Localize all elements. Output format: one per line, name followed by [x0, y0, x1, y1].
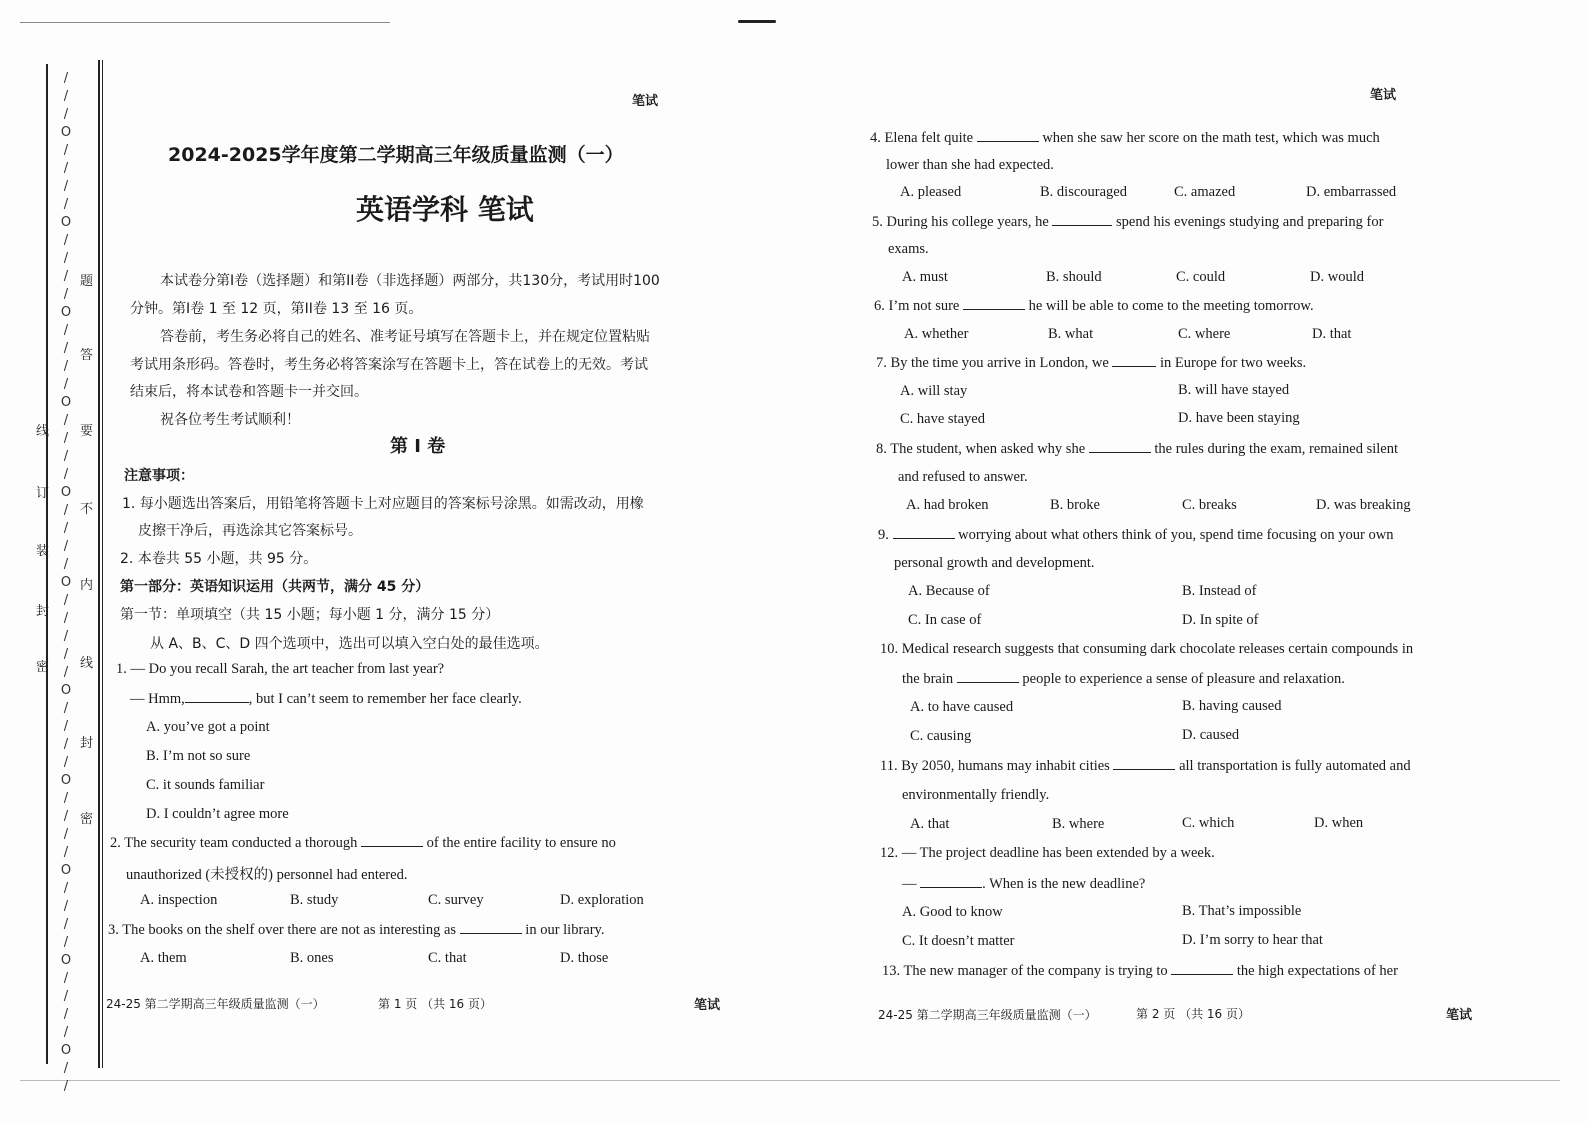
q6-option-c: C. where	[1178, 326, 1231, 342]
header-label: 笔试	[632, 94, 659, 109]
intro-line: 答卷前，考生务必将自己的姓名、准考证号填写在答题卡上，并在规定位置粘贴	[160, 329, 650, 345]
margin-char: 线	[80, 656, 94, 671]
question-4-pre: 4. Elena felt quite	[870, 130, 974, 146]
footer-page-number: 第 2 页 （共 16 页）	[1136, 1007, 1250, 1021]
q1-option-d: D. I couldn’t agree more	[146, 806, 289, 822]
q10-option-b: B. having caused	[1182, 698, 1282, 714]
question-11-pre: 11. By 2050, humans may inhabit cities	[880, 758, 1110, 774]
q5-option-c: C. could	[1176, 269, 1226, 285]
margin-char: 封	[36, 604, 50, 619]
q6-option-b: B. what	[1048, 326, 1094, 342]
q3-option-d: D. those	[560, 950, 609, 966]
question-1-post: , but I can’t seem to remember her face clearly.	[248, 691, 522, 707]
binding-line-inner2	[102, 60, 103, 1068]
q10-option-a: A. to have caused	[910, 699, 1014, 715]
q11-option-a: A. that	[910, 816, 950, 832]
margin-char: 密	[80, 812, 94, 827]
question-1-line1: 1. — Do you recall Sarah, the art teacher from last year?	[116, 661, 445, 677]
q4-option-a: A. pleased	[900, 184, 962, 200]
answer-blank	[185, 690, 249, 703]
q9-option-d: D. In spite of	[1182, 612, 1259, 628]
question-2-post: of the entire facility to ensure no	[426, 835, 616, 851]
margin-char: 装	[36, 544, 50, 559]
q2-option-d: D. exploration	[560, 892, 644, 908]
question-9-line2: personal growth and development.	[894, 555, 1095, 571]
q12-option-c: C. It doesn’t matter	[902, 933, 1015, 949]
answer-blank	[1113, 757, 1175, 770]
q10-option-d: D. caused	[1182, 727, 1240, 743]
question-4-line1	[870, 129, 1380, 147]
intro-line: 结束后，将本试卷和答题卡一并交回。	[130, 384, 368, 400]
q8-option-a: A. had broken	[906, 497, 989, 513]
q1-option-a: A. you’ve got a point	[146, 719, 270, 735]
note-line: 2. 本卷共 55 小题，共 95 分。	[120, 551, 318, 567]
question-13-pre: 13. The new manager of the company is trying to	[882, 963, 1168, 979]
q7-option-b: B. will have stayed	[1178, 382, 1290, 398]
q2-option-b: B. study	[290, 892, 339, 908]
q3-option-c: C. that	[428, 950, 467, 966]
question-3-pre: 3. The books on the shelf over there are not as interesting as	[108, 922, 457, 938]
question-10-post: people to experience a sense of pleasure and relaxation.	[1022, 671, 1345, 687]
footer-label: 笔试	[694, 998, 721, 1013]
question-8-pre: 8. The student, when asked why she	[876, 441, 1086, 457]
question-11-post: all transportation is fully automated and	[1179, 758, 1411, 774]
answer-blank	[1052, 213, 1112, 226]
question-5-post: spend his evenings studying and preparing for	[1116, 214, 1384, 230]
margin-char: 线	[36, 424, 50, 439]
footer-exam-name: 24-25 第二学期高三年级质量监测（一）	[878, 1008, 1097, 1022]
binding-line-inner	[98, 60, 100, 1068]
q9-option-c: C. In case of	[908, 612, 982, 628]
question-9-pre: 9.	[878, 527, 889, 543]
q7-option-d: D. have been staying	[1178, 410, 1300, 426]
question-4-line2: lower than she had expected.	[886, 157, 1054, 173]
part1-title: 第一部分：英语知识运用（共两节，满分 45 分）	[120, 579, 430, 595]
question-6-line1	[874, 297, 1314, 315]
question-8-line2: and refused to answer.	[898, 469, 1028, 485]
answer-blank	[963, 297, 1025, 310]
question-12-post: . When is the new deadline?	[982, 876, 1146, 892]
question-12-line1: 12. — The project deadline has been extended by a week.	[880, 845, 1215, 861]
footer-exam-name: 24-25 第二学期高三年级质量监测（一）	[106, 997, 325, 1011]
section1-title: 第一节：单项填空（共 15 小题；每小题 1 分，满分 15 分）	[120, 607, 500, 623]
q12-option-a: A. Good to know	[902, 904, 1003, 920]
question-11-line2: environmentally friendly.	[902, 787, 1050, 803]
answer-blank	[460, 921, 522, 934]
note-line: 皮擦干净后，再选涂其它答案标号。	[138, 523, 362, 539]
answer-blank	[1089, 440, 1151, 453]
answer-blank	[1112, 354, 1156, 367]
question-7-pre: 7. By the time you arrive in London, we	[876, 355, 1109, 371]
q8-option-b: B. broke	[1050, 497, 1100, 513]
answer-blank	[977, 129, 1039, 142]
q3-option-b: B. ones	[290, 950, 334, 966]
question-11-line1	[880, 757, 1411, 775]
q7-option-a: A. will stay	[900, 383, 968, 399]
question-12-line2	[902, 875, 1145, 893]
q11-option-c: C. which	[1182, 815, 1235, 831]
question-4-post: when she saw her score on the math test, which was much	[1042, 130, 1380, 146]
notes-title: 注意事项：	[124, 468, 194, 484]
exam-page-1	[0, 0, 790, 1123]
q1-option-b: B. I’m not so sure	[146, 748, 251, 764]
answer-blank	[893, 526, 955, 539]
question-9-post: worrying about what others think of you, spend time focusing on your own	[958, 527, 1394, 543]
question-6-post: he will be able to come to the meeting tomorrow.	[1028, 298, 1314, 314]
q1-option-c: C. it sounds familiar	[146, 777, 265, 793]
binding-dashes: / / / O / / / / O / / / / O / / / / O / / / / O / / / / O / / / / / O / / / / O / / / / O / / / / O / / / / O / /	[60, 71, 72, 1094]
header-label: 笔试	[1370, 88, 1397, 103]
q11-option-b: B. where	[1052, 816, 1105, 832]
q8-option-c: C. breaks	[1182, 497, 1237, 513]
q5-option-d: D. would	[1310, 269, 1364, 285]
q9-option-a: A. Because of	[908, 583, 990, 599]
q10-option-c: C. causing	[910, 728, 972, 744]
exam-page-2	[800, 0, 1588, 1123]
answer-blank	[361, 834, 423, 847]
q12-option-d: D. I’m sorry to hear that	[1182, 932, 1323, 948]
answer-blank	[957, 670, 1019, 683]
question-2-line1	[110, 834, 616, 852]
question-5-line2: exams.	[888, 241, 929, 257]
question-3-post: in our library.	[525, 922, 605, 938]
question-1-line2	[130, 690, 522, 708]
q4-option-d: D. embarrassed	[1306, 184, 1397, 200]
margin-char: 题	[80, 274, 94, 289]
q6-option-d: D. that	[1312, 326, 1352, 342]
q2-option-c: C. survey	[428, 892, 484, 908]
q5-option-a: A. must	[902, 269, 948, 285]
intro-line: 考试用条形码。答卷时，考生务必将答案涂写在答题卡上，答在试卷上的无效。考试	[130, 357, 648, 373]
q8-option-d: D. was breaking	[1316, 497, 1411, 513]
exam-title: 2024-2025学年度第二学期高三年级质量监测（一）	[168, 144, 624, 166]
binding-line-outer	[46, 64, 48, 1064]
q4-option-c: C. amazed	[1174, 184, 1236, 200]
question-10-line1: 10. Medical research suggests that consuming dark chocolate releases certain compounds in	[880, 641, 1414, 657]
footer-label: 笔试	[1446, 1008, 1473, 1023]
q7-option-c: C. have stayed	[900, 411, 985, 427]
question-1-pre: — Hmm,	[130, 691, 185, 707]
question-5-line1	[872, 213, 1383, 231]
subject-title: 英语学科 笔试	[356, 193, 534, 226]
q5-option-b: B. should	[1046, 269, 1102, 285]
margin-char: 订	[36, 486, 50, 501]
q4-option-b: B. discouraged	[1040, 184, 1127, 200]
question-3-line1	[108, 921, 605, 939]
question-2-pre: 2. The security team conducted a thorough	[110, 835, 358, 851]
q3-option-a: A. them	[140, 950, 187, 966]
footer-page-number: 第 1 页 （共 16 页）	[378, 997, 492, 1011]
q2-option-a: A. inspection	[140, 892, 218, 908]
margin-char: 要	[80, 424, 94, 439]
question-12-pre: —	[902, 876, 917, 892]
q11-option-d: D. when	[1314, 815, 1364, 831]
section1-instructions: 从 A、B、C、D 四个选项中，选出可以填入空白处的最佳选项。	[150, 636, 549, 652]
intro-line: 分钟。第I卷 1 至 12 页，第II卷 13 至 16 页。	[130, 301, 423, 317]
question-10-pre: the brain	[902, 671, 954, 687]
margin-char: 答	[80, 348, 94, 363]
margin-char: 内	[80, 578, 94, 593]
question-13-post: the high expectations of her	[1236, 963, 1398, 979]
margin-char: 密	[36, 660, 50, 675]
q9-option-b: B. Instead of	[1182, 583, 1257, 599]
volume-title: 第 I 卷	[390, 436, 446, 457]
question-8-line1	[876, 440, 1398, 458]
intro-line: 祝各位考生考试顺利！	[160, 412, 300, 428]
answer-blank	[920, 875, 982, 888]
question-2-line2: unauthorized (未授权的) personnel had entered.	[126, 867, 408, 883]
question-7-line1	[876, 354, 1306, 372]
question-6-pre: 6. I’m not sure	[874, 298, 960, 314]
margin-char: 封	[80, 736, 94, 751]
question-7-post: in Europe for two weeks.	[1160, 355, 1307, 371]
question-13-line1	[882, 962, 1398, 980]
note-line: 1. 每小题选出答案后，用铅笔将答题卡上对应题目的答案标号涂黑。如需改动，用橡	[122, 496, 644, 512]
intro-line: 本试卷分第I卷（选择题）和第II卷（非选择题）两部分，共130分，考试用时100	[160, 273, 660, 289]
question-8-post: the rules during the exam, remained silent	[1154, 441, 1398, 457]
q12-option-b: B. That’s impossible	[1182, 903, 1302, 919]
question-9-line1	[878, 526, 1393, 544]
margin-char: 不	[80, 502, 94, 517]
question-5-pre: 5. During his college years, he	[872, 214, 1049, 230]
question-10-line2	[902, 670, 1345, 688]
q6-option-a: A. whether	[904, 326, 969, 342]
answer-blank	[1171, 962, 1233, 975]
